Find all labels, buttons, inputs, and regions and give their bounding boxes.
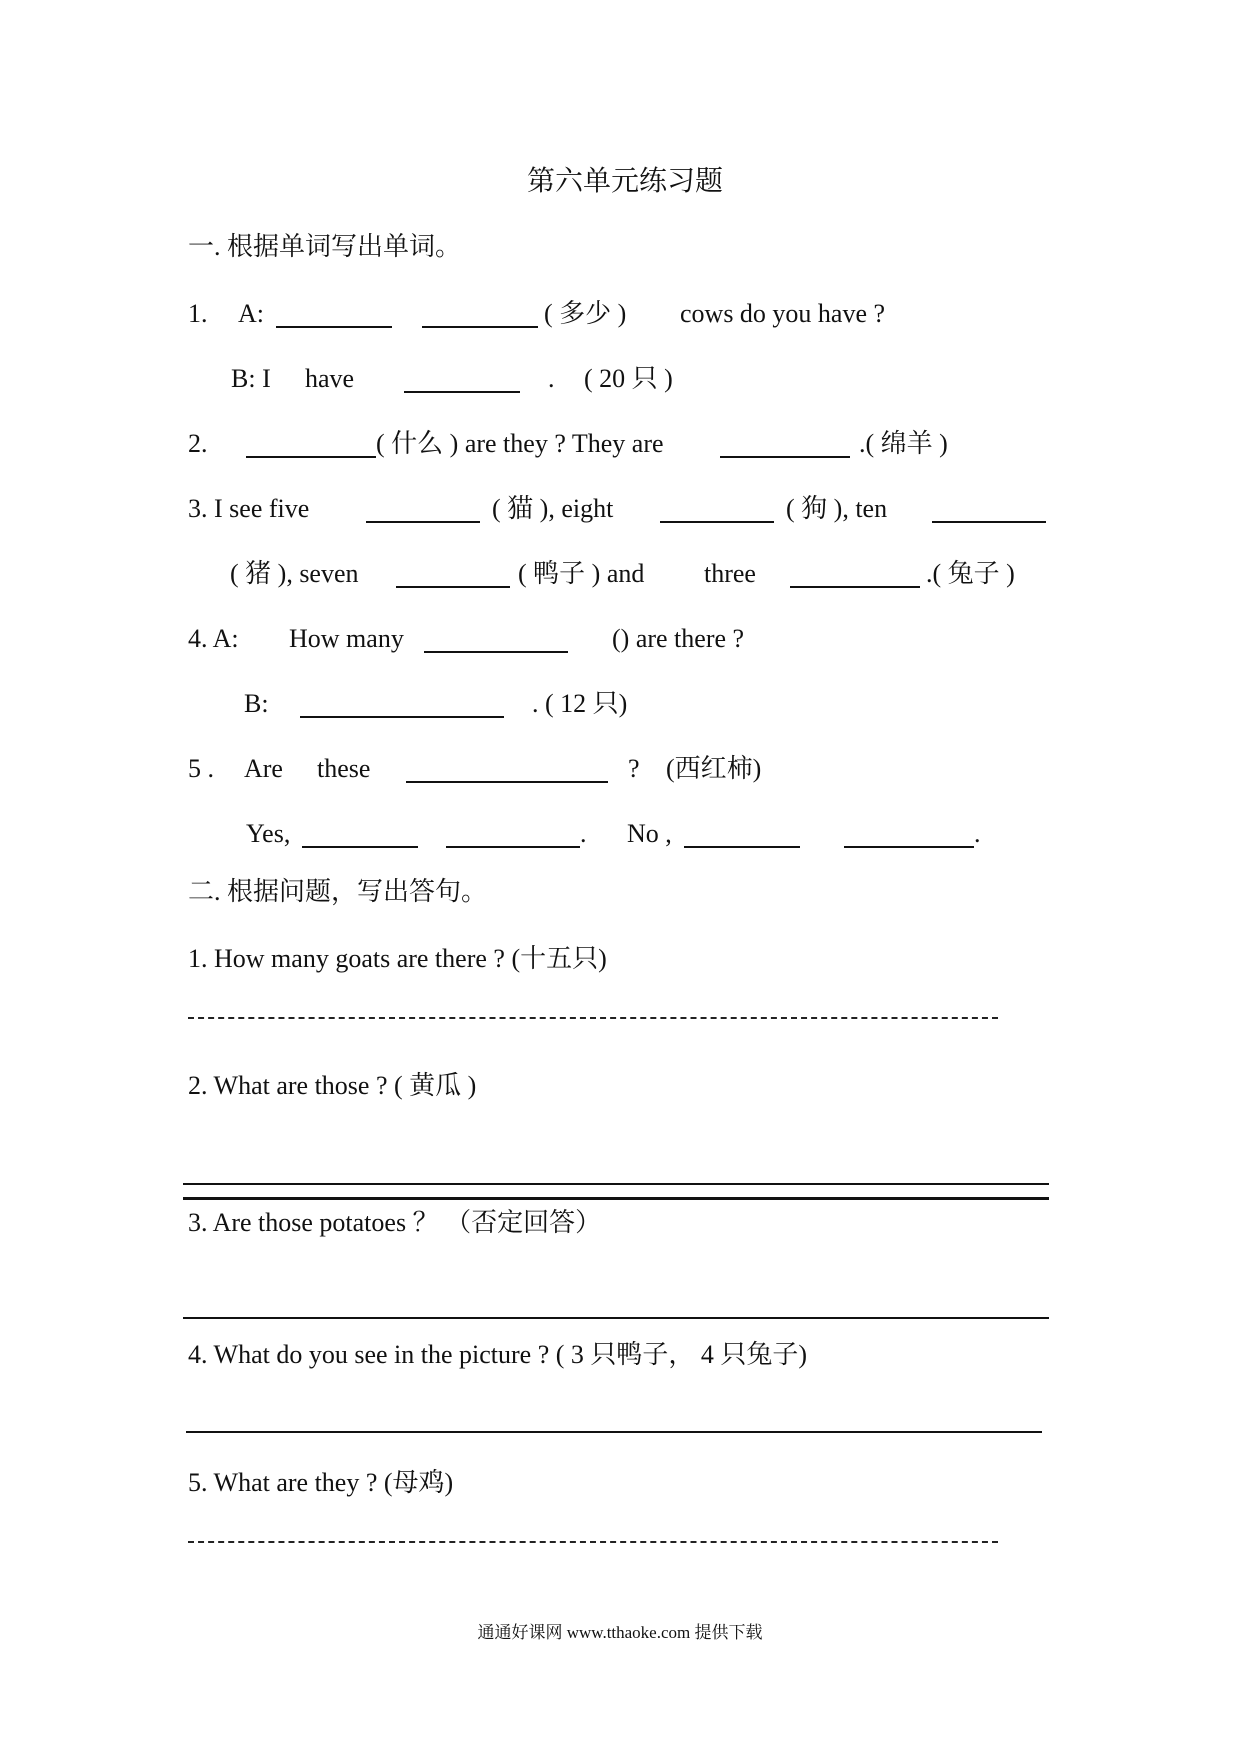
s2-q1-answer-line[interactable] (188, 1017, 998, 1019)
s2-q4: 4. What do you see in the picture ? ( 3 只鸭子， 4 只兔子) (188, 1340, 808, 1369)
q5-are: Are (244, 754, 283, 783)
s2-q4-answer-line[interactable] (186, 1431, 1042, 1433)
q5b-yes-blank-1[interactable] (302, 846, 418, 848)
s2-q3-answer-line[interactable] (183, 1317, 1049, 1319)
s2-q3: 3. Are those potatoes ？ （否定回答） (188, 1208, 602, 1237)
q5b-dot-2: . (974, 819, 981, 848)
q2-hint-1: ( 什么 ) are they ? They are (376, 429, 664, 458)
q2-blank-2[interactable] (720, 456, 850, 458)
q1-number: 1. (188, 299, 208, 328)
s2-q5-answer-line[interactable] (188, 1541, 998, 1543)
q3-blank-duck[interactable] (396, 586, 510, 588)
q1b-have: have (305, 364, 355, 393)
q5b-no: No , (627, 819, 672, 848)
q1-blank-1[interactable] (276, 326, 392, 328)
q1-blank-2[interactable] (422, 326, 538, 328)
q5-number: 5 . (188, 754, 214, 783)
q5-question-mark: ? (628, 754, 640, 783)
q4b-speaker-b: B: (244, 689, 269, 718)
q3-hint-pig: ( 猪 ), seven (230, 559, 359, 588)
footer-source: 通通好课网 www.tthaoke.com 提供下载 (477, 1623, 763, 1642)
q5-these: these (317, 754, 371, 783)
s2-q2-answer-line-double (183, 1197, 1049, 1200)
q3-line1-start: 3. I see five (188, 494, 310, 523)
q2-hint-2: .( 绵羊 ) (859, 429, 948, 458)
section-2-heading: 二. 根据问题，写出答句。 (188, 877, 488, 906)
q5b-yes-blank-2[interactable] (446, 846, 580, 848)
q3-hint-dog: ( 狗 ), ten (786, 494, 888, 523)
q3-three: three (704, 559, 756, 588)
s2-q5: 5. What are they ? (母鸡) (188, 1468, 454, 1497)
q3-hint-cat: ( 猫 ), eight (492, 494, 614, 523)
q1-hint: ( 多少 ) (544, 299, 627, 328)
q1-tail: cows do you have ? (680, 299, 886, 328)
q4-blank-1[interactable] (424, 651, 568, 653)
page-title: 第六单元练习题 (527, 166, 724, 197)
q5b-dot-1: . (580, 819, 587, 848)
q1b-speaker-b: B: I (231, 364, 271, 393)
q2-blank-1[interactable] (246, 456, 376, 458)
q3-blank-rabbit[interactable] (790, 586, 920, 588)
q4-howmany: How many (289, 624, 404, 653)
q3-blank-pig[interactable] (932, 521, 1046, 523)
q5b-yes: Yes, (246, 819, 291, 848)
q3-blank-cat[interactable] (366, 521, 480, 523)
q1b-dot: . (548, 364, 555, 393)
q2-number: 2. (188, 429, 208, 458)
q1b-hint: ( 20 只 ) (584, 364, 673, 393)
q4b-blank[interactable] (300, 716, 504, 718)
q3-hint-rabbit: .( 兔子 ) (926, 559, 1015, 588)
q4b-hint: . ( 12 只) (532, 689, 628, 718)
q5-blank[interactable] (406, 781, 608, 783)
q5b-no-blank-1[interactable] (684, 846, 800, 848)
s2-q1: 1. How many goats are there ? (十五只) (188, 944, 607, 973)
q5-hint: (西红柿) (666, 754, 762, 783)
q1b-blank[interactable] (404, 391, 520, 393)
q1-speaker-a: A: (238, 299, 264, 328)
s2-q2-answer-line[interactable] (183, 1183, 1049, 1185)
section-1-heading: 一. 根据单词写出单词。 (188, 232, 462, 261)
s2-q2: 2. What are those ? ( 黄瓜 ) (188, 1071, 477, 1100)
q3-hint-duck: ( 鸭子 ) and (518, 559, 645, 588)
q4-number: 4. A: (188, 624, 239, 653)
q3-blank-dog[interactable] (660, 521, 774, 523)
q5b-no-blank-2[interactable] (844, 846, 974, 848)
q4-tail: () are there ? (612, 624, 745, 653)
